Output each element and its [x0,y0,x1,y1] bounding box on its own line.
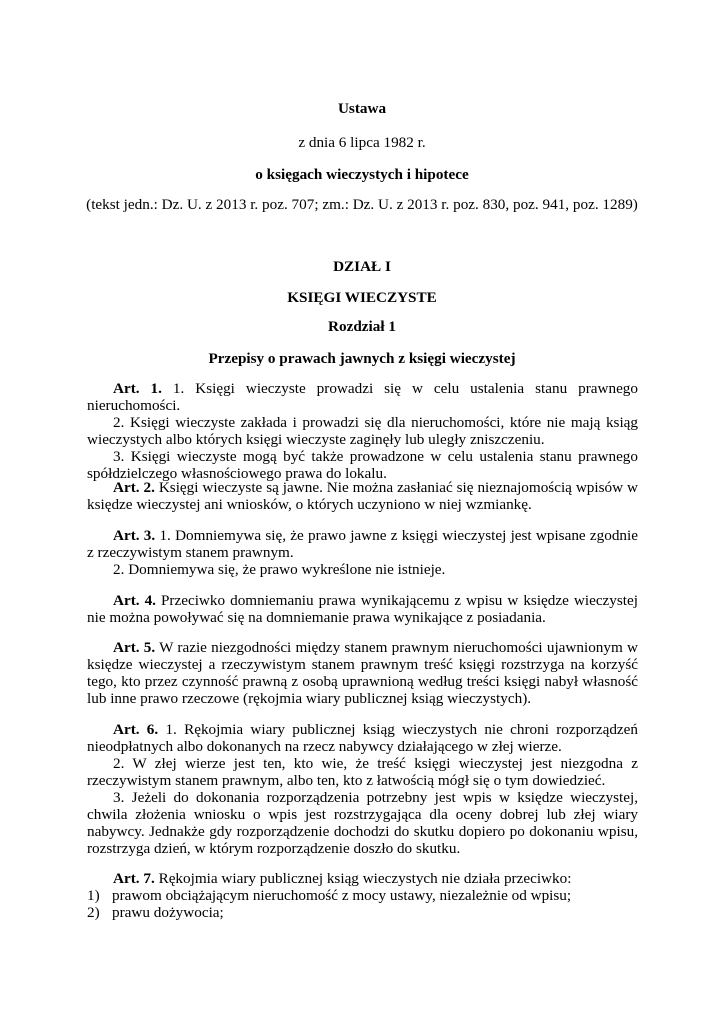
article-3-para-2: 2. Domniemywa się, że prawo wykreślone nie istnieje. [113,561,446,578]
article-3 [87,527,638,578]
article-1-para-3: 3. Księgi wieczyste mogą być także prowadzone w celu ustalenia stanu prawnego spółdzielczego własnościowego prawa do lokalu. [87,448,638,482]
chapter-title: Przepisy o prawach jawnych z księgi wieczystej [208,350,516,367]
article-2-label: Art. 2. [113,479,155,496]
article-6-label: Art. 6. [113,721,159,738]
consolidated-text-reference: (tekst jedn.: Dz. U. z 2013 r. poz. 707; zm.: Dz. U. z 2013 r. poz. 830, poz. 941, poz. 1289) [86,196,638,213]
article-3-para-1: Art. 3. 1. Domniemywa się, że prawo jawne z księgi wieczystej jest wpisane zgodnie z rzeczywistym stanem prawnym. [87,527,638,561]
division-label: DZIAŁ I [333,258,391,275]
article-7-intro: Art. 7. Rękojmia wiary publicznej ksiąg wieczystych nie działa przeciwko: [113,870,572,887]
article-6-para-1: Art. 6. 1. Rękojmia wiary publicznej ksiąg wieczystych nie chroni rozporządzeń nieodpłatnych albo dokonanych na rzecz nabywcy działającego w złej wierze. [87,721,638,755]
article-1-para-1: Art. 1. 1. Księgi wieczyste prowadzi się w celu ustalenia stanu prawnego nieruchomości. [87,380,638,414]
article-7-label: Art. 7. [113,870,155,887]
list-item-number: 1) [87,887,100,904]
article-1-label: Art. 1. [113,380,162,397]
article-5-label: Art. 5. [113,639,156,656]
list-item-text: prawom obciążającym nieruchomość z mocy ustawy, niezależnie od wpisu; [112,887,572,904]
list-item-text: prawu dożywocia; [112,904,224,921]
division-title: KSIĘGI WIECZYSTE [287,289,437,306]
article-5-para-1: Art. 5. W razie niezgodności między stanem prawnym nieruchomości ujawnionym w księdze wieczystej a rzeczywistym stanem prawnym treść księgi rozstrzyga na korzyść tego, kto przez czynność prawną z osobą uprawnioną według treści księgi nabył własność lub inne prawo rzeczowe (rękojmia wiary publicznej ksiąg wieczystych). [87,639,638,707]
list-item-number: 2) [87,904,100,921]
article-6 [87,721,638,857]
article-7 [87,870,638,921]
article-4-label: Art. 4. [113,592,156,609]
article-1 [87,380,638,482]
article-1-para-2: 2. Księgi wieczyste zakłada i prowadzi się dla nieruchomości, które nie mają ksiąg wieczystych albo których księgi wieczyste zaginęły lub uległy zniszczeniu. [87,414,638,448]
article-6-para-2: 2. W złej wierze jest ten, kto wie, że treść księgi wieczystej jest niezgodna z rzeczywistym stanem prawnym, albo ten, kto z łatwością mógł się o tym dowiedzieć. [87,755,638,789]
article-3-label: Art. 3. [113,527,156,544]
article-5 [87,639,638,707]
article-2-para-1: Art. 2. Księgi wieczyste są jawne. Nie można zasłaniać się nieznajomością wpisów w księdze wieczystej ani wniosków, o których uczyniono w niej wzmiankę. [87,479,638,513]
article-4 [87,592,638,626]
chapter-label: Rozdział 1 [328,318,396,335]
article-7-item-2 [87,904,638,921]
article-7-item-1 [87,887,638,904]
act-date: z dnia 6 lipca 1982 r. [298,134,426,151]
article-6-para-3: 3. Jeżeli do dokonania rozporządzenia potrzebny jest wpis w księdze wieczystej, chwila złożenia wniosku o wpis jest rozstrzygająca dla oceny dobrej lub złej wiary nabywcy. Jednakże gdy rozporządzenie dochodzi do skutku dopiero po dokonaniu wpisu, rozstrzyga dzień, w którym rozporządzenie doszło do skutku. [87,789,638,857]
article-4-para-1: Art. 4. Przeciwko domniemaniu prawa wynikającemu z wpisu w księdze wieczystej nie można powoływać się na domniemanie prawa wynikające z posiadania. [87,592,638,626]
act-title: Ustawa [337,100,387,117]
article-2 [87,479,638,513]
act-subject: o księgach wieczystych i hipotece [255,166,469,183]
